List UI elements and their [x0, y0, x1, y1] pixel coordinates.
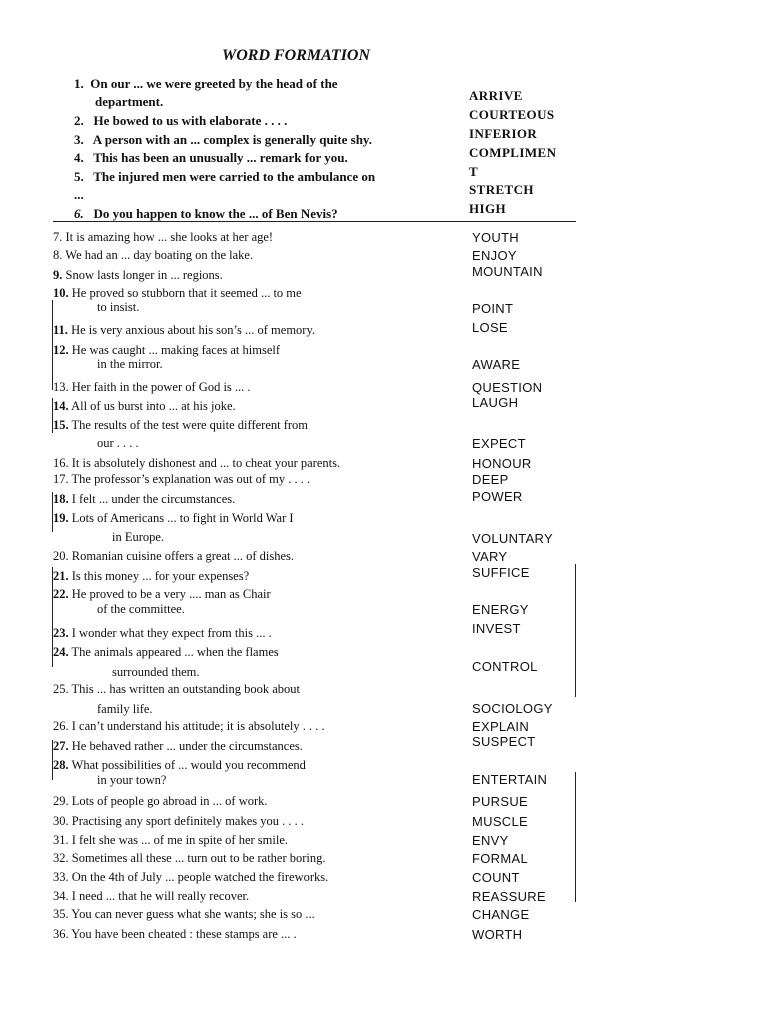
- item-text-continued: surrounded them.: [112, 665, 200, 679]
- item-text: This ... has written an outstanding book about: [71, 682, 300, 696]
- answer-word: CHANGE: [472, 907, 530, 922]
- answer-word: POINT: [472, 301, 514, 316]
- question-text: department.: [95, 94, 164, 109]
- answer-word: SUFFICE: [472, 565, 530, 580]
- question-1-cont: [95, 94, 163, 110]
- item-text: I wonder what they expect from this ... .: [71, 626, 272, 640]
- question-text: A person with an ... complex is generally quite shy.: [92, 132, 372, 147]
- item-text: It is absolutely dishonest and ... to cheat your parents.: [71, 456, 341, 470]
- item-text: He is very anxious about his son’s ... of memory.: [71, 323, 316, 337]
- question-4: [74, 150, 348, 166]
- question-number: 2.: [74, 113, 84, 128]
- answer-word: EXPLAIN: [472, 719, 530, 734]
- exercise-item: [53, 418, 308, 433]
- item-text: You can never guess what she wants; she is so ...: [71, 907, 315, 921]
- item-number: 30.: [53, 814, 69, 828]
- exercise-item: [53, 833, 288, 848]
- exercise-item: [53, 248, 253, 263]
- exercise-item: [53, 851, 326, 866]
- exercise-item: [53, 682, 300, 697]
- item-number: 26.: [53, 719, 69, 733]
- item-text: You have been cheated : these stamps are ... .: [71, 927, 297, 941]
- item-text-continued: in Europe.: [112, 530, 165, 544]
- answer-word: ARRIVE: [469, 88, 523, 103]
- answer-word: COMPLIMEN: [469, 145, 557, 160]
- item-number: 9.: [53, 268, 63, 282]
- exercise-item: [53, 907, 315, 922]
- exercise-item: [53, 587, 271, 602]
- answer-word: AWARE: [472, 357, 521, 372]
- item-text: Practising any sport definitely makes you . . . .: [71, 814, 305, 828]
- page-title: WORD FORMATION: [222, 47, 371, 64]
- exercise-item: [53, 889, 249, 904]
- item-number: 36.: [53, 927, 69, 941]
- answer-word: CONTROL: [472, 659, 538, 674]
- answer-word: T: [469, 164, 479, 179]
- exercise-item: [53, 719, 325, 734]
- item-number: 20.: [53, 549, 69, 563]
- answer-word: QUESTION: [472, 380, 543, 395]
- answer-word: VARY: [472, 549, 508, 564]
- exercise-item: [53, 927, 297, 942]
- question-number: 5.: [74, 169, 84, 184]
- answer-word: LOSE: [472, 320, 508, 335]
- item-number: 14.: [53, 399, 69, 413]
- item-number: 10.: [53, 286, 69, 300]
- item-number: 33.: [53, 870, 69, 884]
- item-text-continued: family life.: [97, 702, 153, 716]
- exercise-item: [53, 456, 340, 471]
- answer-word: FORMAL: [472, 851, 528, 866]
- item-number: 23.: [53, 626, 69, 640]
- exercise-item: [53, 739, 303, 754]
- exercise-item: [53, 323, 315, 338]
- item-text: I need ... that he will really recover.: [71, 889, 250, 903]
- margin-bar: [575, 772, 576, 902]
- question-6: [74, 206, 338, 222]
- item-text: Lots of people go abroad in ... of work.: [71, 794, 268, 808]
- item-number: 32.: [53, 851, 69, 865]
- question-number: 4.: [74, 150, 84, 165]
- item-text: The animals appeared ... when the flames: [71, 645, 279, 659]
- answer-word: STRETCH: [469, 182, 534, 197]
- item-number: 12.: [53, 343, 69, 357]
- exercise-item: [53, 569, 249, 584]
- exercise-item: [53, 870, 328, 885]
- answer-word: YOUTH: [472, 230, 519, 245]
- margin-bar: [575, 564, 576, 697]
- exercise-item: [53, 549, 294, 564]
- exercise-item: [53, 758, 306, 773]
- answer-word: DEEP: [472, 472, 509, 487]
- answer-word: POWER: [472, 489, 523, 504]
- exercise-item: [53, 268, 223, 283]
- answer-word: PURSUE: [472, 794, 528, 809]
- item-text: Lots of Americans ... to fight in World War I: [71, 511, 294, 525]
- item-number: 24.: [53, 645, 69, 659]
- item-number: 34.: [53, 889, 69, 903]
- answer-word: HIGH: [469, 201, 506, 216]
- item-text: The professor’s explanation was out of my . . . .: [71, 472, 311, 486]
- answer-word: INVEST: [472, 621, 521, 636]
- answer-word: ENVY: [472, 833, 509, 848]
- question-number: 3.: [74, 132, 84, 147]
- item-text: What possibilities of ... would you recommend: [71, 758, 306, 772]
- item-text: He was caught ... making faces at himself: [71, 343, 281, 357]
- item-text: Is this money ... for your expenses?: [71, 569, 250, 583]
- answer-word: ENTERTAIN: [472, 772, 548, 787]
- item-number: 29.: [53, 794, 69, 808]
- item-text-continued: of the committee.: [97, 602, 185, 616]
- question-5-cont: [74, 187, 84, 203]
- answer-word: REASSURE: [472, 889, 546, 904]
- answer-word: VOLUNTARY: [472, 531, 553, 546]
- item-text: He proved so stubborn that it seemed ... to me: [71, 286, 302, 300]
- item-number: 21.: [53, 569, 69, 583]
- answer-word: EXPECT: [472, 436, 526, 451]
- answer-word: MOUNTAIN: [472, 264, 543, 279]
- exercise-item: [53, 286, 302, 301]
- item-text: The results of the test were quite different from: [71, 418, 309, 432]
- answer-word: INFERIOR: [469, 126, 538, 141]
- exercise-item: [53, 380, 251, 395]
- item-text-continued: our . . . .: [97, 436, 139, 450]
- question-text: On our ... we were greeted by the head of the: [90, 76, 338, 91]
- question-text: Do you happen to know the ... of Ben Nevis?: [93, 206, 338, 221]
- question-5: [74, 169, 375, 185]
- item-number: 19.: [53, 511, 69, 525]
- answer-word: LAUGH: [472, 395, 519, 410]
- exercise-item: [53, 645, 279, 660]
- answer-word: SOCIOLOGY: [472, 701, 553, 716]
- item-number: 28.: [53, 758, 69, 772]
- item-number: 25.: [53, 682, 69, 696]
- question-2: [74, 113, 287, 129]
- item-text: I can’t understand his attitude; it is absolutely . . . .: [71, 719, 325, 733]
- exercise-item: [53, 492, 235, 507]
- item-text: He behaved rather ... under the circumstances.: [71, 739, 303, 753]
- question-3: [74, 132, 372, 148]
- item-text: All of us burst into ... at his joke.: [71, 399, 236, 413]
- exercise-item: [53, 794, 268, 809]
- exercise-item: [53, 343, 280, 358]
- item-text: Romanian cuisine offers a great ... of dishes.: [71, 549, 295, 563]
- item-number: 8.: [53, 248, 63, 262]
- exercise-item: [53, 626, 272, 641]
- item-number: 13.: [53, 380, 69, 394]
- exercise-item: [53, 472, 310, 487]
- item-number: 7.: [53, 230, 63, 244]
- answer-word: ENERGY: [472, 602, 529, 617]
- item-text-continued: to insist.: [97, 300, 140, 314]
- question-number: 1.: [74, 76, 84, 91]
- answer-word: MUSCLE: [472, 814, 528, 829]
- answer-word: SUSPECT: [472, 734, 536, 749]
- item-text-continued: in your town?: [97, 773, 167, 787]
- question-text: He bowed to us with elaborate . . . .: [93, 113, 288, 128]
- exercise-item: [53, 511, 294, 526]
- item-text: Snow lasts longer in ... regions.: [65, 268, 223, 282]
- item-text-continued: in the mirror.: [97, 357, 163, 371]
- item-text: I felt ... under the circumstances.: [71, 492, 236, 506]
- item-number: 11.: [53, 323, 68, 337]
- answer-word: COURTEOUS: [469, 107, 555, 122]
- answer-word: HONOUR: [472, 456, 532, 471]
- item-text: Sometimes all these ... turn out to be rather boring.: [71, 851, 326, 865]
- item-number: 18.: [53, 492, 69, 506]
- exercise-item: [53, 230, 273, 245]
- item-text: He proved to be a very .... man as Chair: [71, 587, 271, 601]
- item-number: 15.: [53, 418, 69, 432]
- item-text: On the 4th of July ... people watched the fireworks.: [71, 870, 329, 884]
- item-number: 31.: [53, 833, 69, 847]
- answer-word: WORTH: [472, 927, 523, 942]
- question-text: The injured men were carried to the ambulance on: [93, 169, 376, 184]
- question-text: This has been an unusually ... remark for you.: [93, 150, 348, 165]
- item-number: 35.: [53, 907, 69, 921]
- item-text: Her faith in the power of God is ... .: [71, 380, 251, 394]
- item-text: We had an ... day boating on the lake.: [65, 248, 254, 262]
- item-number: 16.: [53, 456, 69, 470]
- item-text: It is amazing how ... she looks at her age!: [65, 230, 274, 244]
- answer-word: COUNT: [472, 870, 520, 885]
- item-number: 27.: [53, 739, 69, 753]
- exercise-item: [53, 399, 236, 414]
- item-text: I felt she was ... of me in spite of her smile.: [71, 833, 289, 847]
- question-number: 6.: [74, 206, 84, 221]
- section-divider: [53, 221, 576, 222]
- item-number: 22.: [53, 587, 69, 601]
- exercise-item: [53, 814, 304, 829]
- question-text: ...: [74, 187, 84, 202]
- item-number: 17.: [53, 472, 69, 486]
- answer-word: ENJOY: [472, 248, 517, 263]
- question-1: [74, 76, 338, 92]
